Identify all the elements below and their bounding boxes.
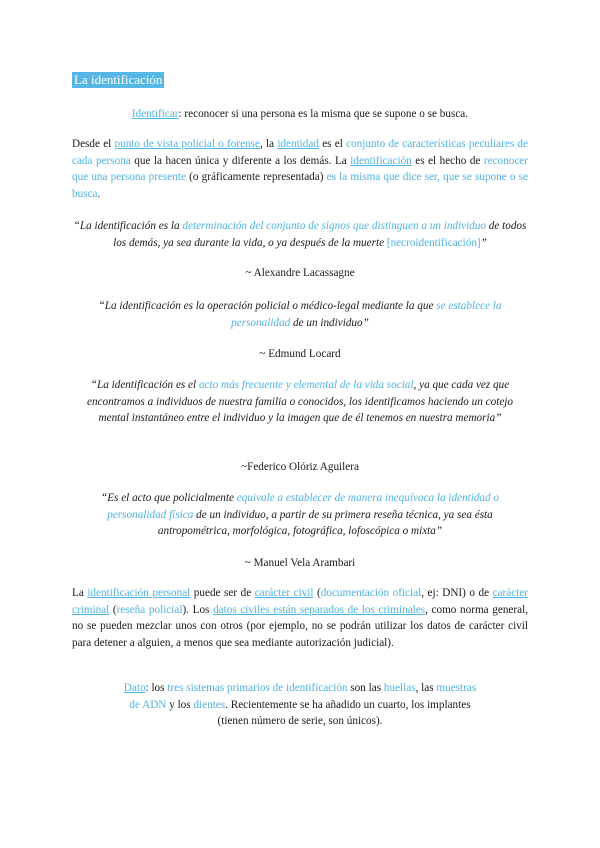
definition-term: Identificar [131, 108, 179, 120]
quote-vela [72, 490, 528, 540]
quote-text: de un individuo, a partir de su primera reseña técnica, ya sea ésta antropométrica, morfológica, fotográfica, lofoscópica o mixta” [157, 508, 493, 537]
text-run: La [72, 587, 88, 599]
highlight-recognize: reconocer que una persona presente [72, 154, 528, 183]
quote-text: de un individuo” [290, 316, 369, 329]
text-run: ( [313, 587, 321, 599]
highlight-teeth: dientes [193, 698, 226, 711]
term-personal-identification: identificación personal [87, 587, 191, 599]
text-run: puede ser de [190, 587, 255, 599]
text-run: es el hecho de [411, 154, 484, 167]
definition-text: : reconocer si una persona es la misma que se supone o se busca. [178, 108, 469, 120]
highlight-characteristics: conjunto de características peculiares de cada persona [72, 138, 528, 167]
text-run: ). Los [182, 603, 214, 616]
quote-highlight: [necroidentificación] [386, 236, 481, 249]
text-run: , las [415, 682, 437, 694]
text-run: : los [145, 682, 168, 694]
quote-author-lacassagne: ~ Alexandre Lacassagne [245, 267, 355, 279]
quote-highlight: equivale a establecer de manera inequívoca la identidad o personalidad física [107, 492, 499, 521]
quote-text: “La identificación es la [73, 220, 183, 232]
highlight-fingerprints: huellas [383, 682, 416, 694]
quote-author-vela: ~ Manuel Vela Arambari [244, 557, 356, 569]
term-police-forensic: punto de vista policial o forense [114, 138, 260, 150]
highlight-dna: muestras de ADN [129, 682, 477, 711]
term-criminal: carácter criminal [72, 587, 529, 616]
text-run: . Recientemente se ha añadido un cuarto, los implantes (tienen número de serie, son únicos). [217, 698, 471, 727]
text-run: ( [109, 603, 117, 616]
quote-text: ” [480, 236, 487, 249]
highlight-official-docs: documentación oficial [320, 587, 422, 599]
text-run: . [97, 187, 101, 200]
note-label: Dato [123, 682, 146, 694]
quote-highlight: se establece la personalidad [231, 300, 502, 329]
text-run: es el [318, 138, 347, 150]
note-dato [118, 680, 482, 730]
quote-text: , ya que cada vez que encontramos a individuos de nuestra familia o conocidos, los identificamos haciendo un cotejo mental instantáneo entre el individuo y la imagen que de él tenemos en nuestra memoria” [86, 379, 513, 424]
text-run: , ej: DNI) o de [421, 587, 493, 599]
paragraph-identity [72, 136, 528, 202]
term-civil: carácter civil [254, 587, 314, 599]
quote-text: “Es el acto que policialmente [101, 492, 237, 504]
highlight-three-systems: tres sistemas primarios de identificación [167, 682, 348, 694]
term-identification: identificación [350, 154, 412, 167]
quote-text: “La identificación es el [90, 379, 199, 391]
quote-text: “La identificación es la operación policial o médico-legal mediante la que [98, 300, 437, 312]
definition [72, 106, 528, 123]
highlight-police-record: reseña policial [116, 603, 183, 616]
quote-highlight: determinación del conjunto de signos que distinguen a un individuo [182, 220, 486, 232]
paragraph-personal-identification [72, 585, 528, 651]
quote-text: de todos los demás, ya sea durante la vida, o ya después de la muerte [113, 220, 527, 249]
quote-lacassagne [72, 218, 528, 251]
text-run: Desde el [72, 138, 115, 150]
text-run: son las [347, 682, 384, 694]
term-data-separated: datos civiles están separados de los criminales [213, 603, 426, 616]
text-run: y los [166, 698, 194, 711]
term-identity: identidad [277, 138, 319, 150]
quote-highlight: acto más frecuente y elemental de la vida social [198, 379, 414, 391]
page-title: La identificación [74, 72, 163, 87]
quote-oloriz [72, 377, 528, 427]
quote-locard [72, 298, 528, 331]
quote-author-oloriz: ~Federico Olóriz Aguilera [241, 461, 359, 473]
text-run: , la [259, 138, 278, 150]
highlight-same-person: es la misma que dice ser, que se supone o se busca [72, 171, 528, 200]
text-run: (o gráficamente representada) [185, 171, 327, 183]
quote-author-locard: ~ Edmund Locard [259, 348, 341, 360]
text-run: que la hacen única y diferente a los demás. La [130, 154, 351, 167]
text-run: , como norma general, no se pueden mezclar unos con otros (por ejemplo, no se podrán utilizar los datos de carácter civil para detener a alguien, a menos que sea mediante autorización judicial). [72, 603, 528, 649]
